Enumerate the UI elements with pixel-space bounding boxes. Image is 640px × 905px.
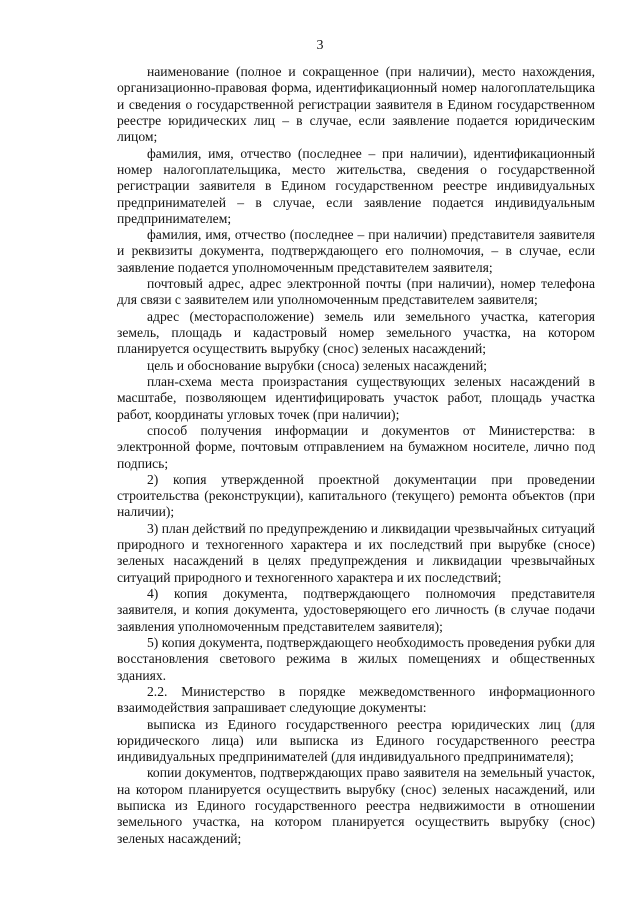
paragraph-section-2-2: 2.2. Министерство в порядке межведомственного информационного взаимодействия запрашивает следующие документы: — [117, 683, 595, 716]
paragraph-applicant-legal-entity: наименование (полное и сокращенное (при наличии), место нахождения, организационно-правовая форма, идентификационный номер налогоплательщика и сведения о государственной регистрации заявителя в Едином государственном реестре юридических лиц – в случае, если заявление подается юридическим лицом; — [117, 64, 595, 145]
paragraph-purpose: цель и обоснование вырубки (сноса) зеленых насаждений; — [147, 357, 487, 373]
document-body — [117, 64, 595, 847]
paragraph-item-5: 5) копия документа, подтверждающего необходимость проведения рубки для восстановления светового режима в жилых помещениях и общественных зданиях. — [117, 634, 595, 683]
paragraph-delivery-method: способ получения информации и документов от Министерства: в электронной форме, почтовым отправлением на бумажном носителе, лично под подпись; — [117, 422, 595, 471]
paragraph-item-3: 3) план действий по предупреждению и ликвидации чрезвычайных ситуаций природного и техногенного характера и их последствий при вырубке (сносе) зеленых насаждений в целях предупреждения и ликвидации чрезвычайных ситуаций природного и техногенного характера и их последствий; — [117, 520, 595, 585]
paragraph-land-plot-address: адрес (месторасположение) земель или земельного участка, категория земель, площадь и кадастровый номер земельного участка, на котором планируется осуществить вырубку (снос) зеленых насаждений; — [117, 308, 595, 357]
paragraph-site-plan: план-схема места произрастания существующих зеленых насаждений в масштабе, позволяющем идентифицировать участок работ, площадь участка работ, координаты угловых точек (при наличии); — [117, 373, 595, 422]
paragraph-item-4: 4) копия документа, подтверждающего полномочия представителя заявителя, и копия документа, удостоверяющего его личность (в случае подачи заявления уполномоченным представителем заявителя); — [117, 586, 595, 634]
paragraph-applicant-entrepreneur: фамилия, имя, отчество (последнее – при наличии), идентификационный номер налогоплательщика, место жительства, сведения о государственной регистрации заявителя в Едином государственном реестре индивидуальных предпринимателей – в случае, если заявление подается индивидуальным предпринимателем; — [117, 145, 595, 226]
paragraph-contact-details: почтовый адрес, адрес электронной почты (при наличии), номер телефона для связи с заявителем или уполномоченным представителем заявителя; — [117, 276, 595, 308]
paragraph-registry-extract: выписка из Единого государственного реестра юридических лиц (для юридического лица) или выписка из Единого государственного реестра индивидуальных предпринимателей (для индивидуального предпринимателя); — [117, 716, 595, 765]
paragraph-applicant-representative: фамилия, имя, отчество (последнее – при наличии) представителя заявителя и реквизиты документа, подтверждающего его полномочия, – в случае, если заявление подается уполномоченным представителем заявителя; — [117, 227, 595, 275]
page-number: 3 — [316, 38, 324, 53]
paragraph-item-2: 2) копия утвержденной проектной документации при проведении строительства (реконструкции), капитального (текущего) ремонта объектов (при наличии); — [117, 471, 595, 520]
paragraph-land-rights: копии документов, подтверждающих право заявителя на земельный участок, на котором планируется осуществить вырубку (снос) зеленых насаждений, или выписка из Единого государственного реестра недвижимости в отношении земельного участка, на котором планируется осуществить вырубку (снос) зеленых насаждений; — [117, 765, 595, 846]
